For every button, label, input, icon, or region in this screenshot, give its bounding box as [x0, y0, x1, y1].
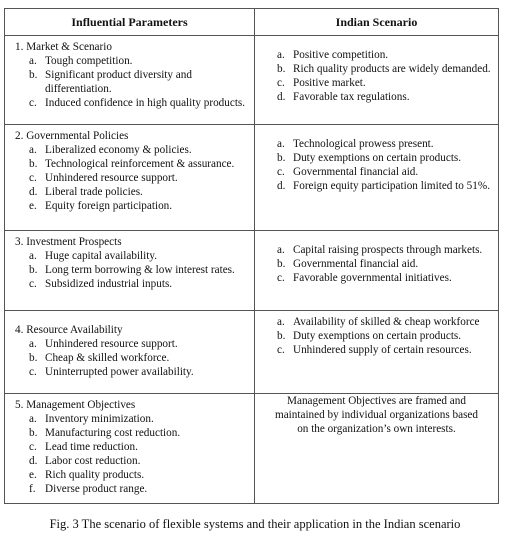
parameter-title: 3. Investment Prospects	[15, 236, 122, 248]
header-influential-parameters: Influential Parameters	[5, 9, 255, 36]
list-item: b. Duty exemptions on certain products.	[277, 152, 462, 164]
list-item: e. Equity foreign participation.	[29, 200, 173, 212]
list-item: b. Technological reinforcement & assurance.	[29, 158, 235, 170]
parameter-list	[29, 249, 250, 291]
parameter-cell	[5, 125, 255, 231]
list-item: d. Favorable tax regulations.	[277, 91, 410, 103]
table-header-row	[5, 9, 499, 36]
parameter-cell	[5, 36, 255, 125]
scenario-cell	[255, 311, 499, 394]
table-row	[5, 311, 499, 394]
header-indian-scenario: Indian Scenario	[255, 9, 499, 36]
list-item: a. Unhindered resource support.	[29, 338, 178, 350]
parameter-title: 2. Governmental Policies	[15, 130, 129, 142]
table-row	[5, 394, 499, 504]
list-item: d. Labor cost reduction.	[29, 455, 141, 467]
list-item: a. Technological prowess present.	[277, 138, 434, 150]
parameter-cell	[5, 231, 255, 311]
scenario-list	[277, 48, 492, 104]
parameter-list	[29, 54, 250, 110]
list-item: b. Significant product diversity and differentiation.	[29, 69, 192, 95]
scenario-cell	[255, 125, 499, 231]
list-item: b. Governmental financial aid.	[277, 258, 419, 270]
scenario-cell	[255, 231, 499, 311]
list-item: a. Huge capital availability.	[29, 250, 158, 262]
list-item: c. Unhindered supply of certain resources.	[277, 344, 472, 356]
list-item: c. Uninterrupted power availability.	[29, 366, 194, 378]
table-row	[5, 125, 499, 231]
list-item: a. Liberalized economy & policies.	[29, 144, 192, 156]
list-item: d. Liberal trade policies.	[29, 186, 143, 198]
scenario-cell	[255, 36, 499, 125]
list-item: c. Favorable governmental initiatives.	[277, 272, 452, 284]
parameter-list	[29, 337, 250, 379]
scenario-list	[277, 137, 492, 193]
parameter-cell	[5, 394, 255, 504]
list-item: b. Duty exemptions on certain products.	[277, 330, 462, 342]
parameter-list	[29, 412, 250, 496]
parameter-title: 5. Management Objectives	[15, 399, 136, 411]
list-item: a. Availability of skilled & cheap workforce	[277, 316, 480, 328]
list-item: c. Governmental financial aid.	[277, 166, 419, 178]
parameter-cell	[5, 311, 255, 394]
table-row	[5, 231, 499, 311]
scenario-paragraph: Management Objectives are framed and maintained by individual organizations based on the organization’s own interests.	[275, 395, 478, 435]
parameter-title: 1. Market & Scenario	[15, 41, 112, 53]
list-item: a. Inventory minimization.	[29, 413, 154, 425]
list-item: b. Cheap & skilled workforce.	[29, 352, 170, 364]
list-item: c. Induced confidence in high quality products.	[29, 97, 246, 109]
scenario-list	[277, 315, 492, 357]
list-item: a. Tough competition.	[29, 55, 133, 67]
list-item: b. Manufacturing cost reduction.	[29, 427, 181, 439]
list-item: b. Long term borrowing & low interest rates.	[29, 264, 235, 276]
scenario-paragraph-cell	[255, 394, 499, 504]
list-item: c. Subsidized industrial inputs.	[29, 278, 173, 290]
parameter-title: 4. Resource Availability	[15, 324, 123, 336]
figure-caption: Fig. 3 The scenario of flexible systems and their application in the Indian scenario	[49, 517, 461, 531]
list-item: c. Lead time reduction.	[29, 441, 138, 453]
list-item: f. Diverse product range.	[29, 483, 148, 495]
scenario-list	[277, 243, 492, 285]
list-item: b. Rich quality products are widely demanded.	[277, 63, 491, 75]
list-item: a. Positive competition.	[277, 49, 389, 61]
parameter-list	[29, 143, 250, 213]
parameters-table	[4, 8, 499, 504]
table-row	[5, 36, 499, 125]
list-item: e. Rich quality products.	[29, 469, 145, 481]
list-item: a. Capital raising prospects through markets.	[277, 244, 483, 256]
list-item: c. Unhindered resource support.	[29, 172, 178, 184]
list-item: d. Foreign equity participation limited to 51%.	[277, 180, 490, 192]
list-item: c. Positive market.	[277, 77, 366, 89]
